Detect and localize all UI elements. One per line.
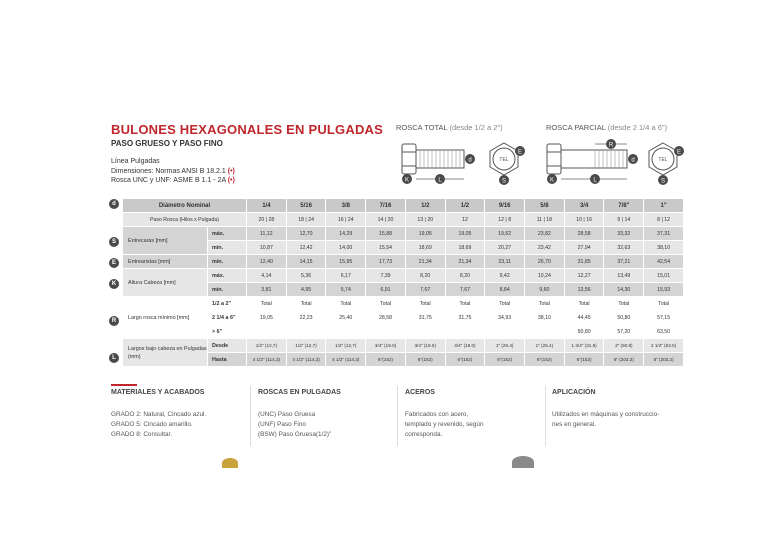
table-cell: 10,24 (525, 269, 565, 283)
bolt-head-shape (402, 144, 416, 174)
badge-s: S (109, 237, 119, 247)
norm-line-1: Línea Pulgadas (111, 158, 160, 165)
table-cell: 12,27 (564, 269, 604, 283)
table-cell: 17,73 (366, 255, 406, 269)
table-cell: 5/16 (286, 199, 326, 213)
table-cell: 7,67 (445, 283, 485, 297)
table-cell: 3/4" (19.0) (445, 339, 485, 353)
table-cell: 18 | 24 (286, 213, 326, 227)
table-cell: Total (326, 297, 366, 311)
svg-text:d: d (468, 157, 472, 164)
badge-col (109, 339, 123, 367)
footer-divider (545, 386, 546, 446)
badge-col (109, 199, 123, 213)
table-cell: 15,54 (366, 241, 406, 255)
table-cell: 15,01 (644, 269, 684, 283)
table-cell (247, 325, 287, 339)
entrearistas-label: Entrearistas [mm] (123, 255, 208, 269)
svg-text:R: R (608, 142, 614, 149)
entrecaras-label: Entrecaras [mm] (123, 227, 208, 255)
aceros-text: Fabricados con acero, templado y revenido, según corresponda. (405, 411, 484, 438)
table-cell (525, 325, 565, 339)
min-label: mín. (208, 283, 247, 297)
table-cell: 12,40 (247, 255, 287, 269)
svg-text:S: S (501, 178, 507, 185)
table-cell: 6,17 (326, 269, 366, 283)
svg-text:E: E (676, 149, 682, 156)
table-cell: 13,49 (604, 269, 644, 283)
table-cell: 31,85 (564, 255, 604, 269)
table-cell: 20,27 (485, 241, 525, 255)
table-cell: 5/8 (525, 199, 565, 213)
table-cell: 8" (203,2) (604, 353, 644, 367)
table-cell: Total (525, 297, 565, 311)
table-cell: 12,42 (286, 241, 326, 255)
table-cell: 27,94 (564, 241, 604, 255)
table-cell (366, 325, 406, 339)
table-cell: 12 (445, 213, 485, 227)
footer-divider (397, 386, 398, 446)
table-cell: 2" (50.8) (604, 339, 644, 353)
table-cell: 6,91 (366, 283, 406, 297)
table-cell (326, 325, 366, 339)
table-cell: 19,62 (485, 227, 525, 241)
table-cell: 8,84 (485, 283, 525, 297)
max-label: máx. (208, 227, 247, 241)
aplicacion-text: Utilizados en máquinas y construccio- nes en general. (552, 411, 660, 428)
table-row (109, 213, 684, 227)
table-cell: 4 1/2" (114,3) (247, 353, 287, 367)
table-cell: Total (564, 297, 604, 311)
table-cell: 7/8" (604, 199, 644, 213)
table-header-row (109, 199, 684, 213)
table-cell: 10,87 (247, 241, 287, 255)
svg-text:TEL: TEL (658, 157, 668, 163)
aplicacion-title: APLICACIÓN (552, 389, 596, 396)
altura-label: Altura Cabeza [mm] (123, 269, 208, 297)
table-cell: 15,95 (326, 255, 366, 269)
table-cell: 6"(152) (564, 353, 604, 367)
spec-table (108, 198, 684, 367)
table-cell: 14,30 (604, 283, 644, 297)
rosca-sub: > 6" (208, 325, 247, 339)
table-cell: 1/2" (12,7) (247, 339, 287, 353)
rosca-total-heading: ROSCA TOTAL (desde 1/2 a 2") (396, 123, 503, 132)
table-cell: 50,80 (564, 325, 604, 339)
table-cell: 23,82 (525, 227, 565, 241)
table-cell: 1" (25.4) (525, 339, 565, 353)
table-cell: 1 3/4" (31.8) (564, 339, 604, 353)
table-cell: 28,58 (366, 311, 406, 325)
table-cell: 34,93 (485, 311, 525, 325)
badge-k: K (109, 279, 119, 289)
table-cell: 9/16 (485, 199, 525, 213)
table-cell: 16 | 24 (326, 213, 366, 227)
materiales-text: GRADO 2: Natural, Cincado azul. GRADO 5: Cincado amarillo. GRADO 8: Consultar. (111, 411, 207, 438)
table-cell: 14,15 (286, 255, 326, 269)
table-cell: 5,36 (286, 269, 326, 283)
roscas-title: ROSCAS EN PULGADAS (258, 389, 341, 396)
aceros-title: ACEROS (405, 389, 435, 396)
table-cell: 28,58 (564, 227, 604, 241)
table-cell: 57,15 (644, 311, 684, 325)
table-cell: 6"(152) (485, 353, 525, 367)
table-cell: 4,14 (247, 269, 287, 283)
badge-col (109, 255, 123, 269)
table-cell: 9,42 (485, 269, 525, 283)
table-cell: 9,60 (525, 283, 565, 297)
table-cell: 18,69 (445, 241, 485, 255)
table-cell: 25,40 (326, 311, 366, 325)
table-cell: 1/2" (12,7) (286, 339, 326, 353)
table-cell: 1" (644, 199, 684, 213)
table-cell: 10 | 16 (564, 213, 604, 227)
table-cell (286, 325, 326, 339)
table-cell: 23,11 (485, 255, 525, 269)
table-cell: 1" (25.4) (485, 339, 525, 353)
table-cell: 1/2 (445, 199, 485, 213)
table-cell: 21,34 (405, 255, 445, 269)
table-row (109, 255, 684, 269)
svg-text:S: S (660, 178, 666, 185)
table-cell: 8" (203,2) (644, 353, 684, 367)
badge-col (109, 227, 123, 255)
svg-text:d: d (631, 157, 635, 164)
accent-bar (111, 384, 137, 386)
table-cell: 1/4 (247, 199, 287, 213)
table-cell: 38,10 (525, 311, 565, 325)
table-cell: 19,05 (405, 227, 445, 241)
bolt-photo-fragment (222, 458, 238, 468)
largo-rosca-label: Largo rosca mínimo [mm] (123, 297, 208, 339)
table-cell: 5,74 (326, 283, 366, 297)
table-cell (445, 325, 485, 339)
table-cell (405, 325, 445, 339)
table-cell: 8 | 12 (644, 213, 684, 227)
table-cell: Total (604, 297, 644, 311)
table-cell: 14 | 20 (366, 213, 406, 227)
badge-e: E (109, 258, 119, 268)
table-cell: 6"(152) (366, 353, 406, 367)
badge-col (109, 213, 123, 227)
table-cell: 3/8 (326, 199, 366, 213)
table-cell: 8,20 (445, 269, 485, 283)
table-cell: 31,75 (405, 311, 445, 325)
norms-block (111, 157, 235, 186)
table-cell: 19,05 (445, 227, 485, 241)
table-cell: 42,54 (644, 255, 684, 269)
table-cell: 11,12 (247, 227, 287, 241)
diam-label: Diámetro Nominal (123, 199, 247, 213)
table-row (109, 297, 684, 311)
rosca-sub: 2 1/4 a 6" (208, 311, 247, 325)
table-cell: 14,29 (326, 227, 366, 241)
svg-text:TEL: TEL (499, 157, 509, 163)
table-cell: 7/16 (366, 199, 406, 213)
badge-col (109, 297, 123, 339)
table-cell: Total (286, 297, 326, 311)
svg-text:K: K (404, 177, 410, 184)
table-row (109, 227, 684, 241)
badge-r: R (109, 316, 119, 326)
roscas-text: (UNC) Paso Gruesa (UNF) Paso Fino (BSW) Paso Gruesa(1/2)" (258, 411, 332, 438)
table-cell: 6"(152) (405, 353, 445, 367)
svg-text:L: L (438, 177, 442, 184)
table-cell: 6"(152) (445, 353, 485, 367)
table-cell: 44,45 (564, 311, 604, 325)
rosca-total-diagram (392, 137, 532, 192)
paso-label: Paso Rosca (Hilos x Pulgada) (123, 213, 247, 227)
table-cell: 15,88 (366, 227, 406, 241)
table-cell: Total (485, 297, 525, 311)
norm-line-3: Rosca UNC y UNF: ASME B 1.1 - 2A (•) (111, 177, 235, 184)
table-cell: Total (644, 297, 684, 311)
hasta-label: Hasta (208, 353, 247, 367)
min-label: mín. (208, 255, 247, 269)
svg-text:K: K (549, 177, 555, 184)
table-cell (485, 325, 525, 339)
table-cell: 2 1/2" (63.5) (644, 339, 684, 353)
footer-divider (250, 386, 251, 446)
table-cell: Total (405, 297, 445, 311)
page-subtitle: PASO GRUESO Y PASO FINO (111, 139, 223, 148)
table-cell: 19,05 (247, 311, 287, 325)
table-cell: 11 | 18 (525, 213, 565, 227)
table-cell: Total (247, 297, 287, 311)
table-cell: 21,34 (445, 255, 485, 269)
table-row (109, 269, 684, 283)
table-cell: 31,75 (445, 311, 485, 325)
materiales-title: MATERIALES Y ACABADOS (111, 389, 205, 396)
table-cell: 32,63 (604, 241, 644, 255)
table-cell: 50,80 (604, 311, 644, 325)
table-cell: 38,10 (644, 241, 684, 255)
rosca-parcial-diagram (541, 137, 691, 192)
table-cell: 37,31 (644, 227, 684, 241)
badge-col (109, 269, 123, 297)
largos-label: Largos bajo cabeza en Pulgadas (mm) (123, 339, 208, 367)
table-cell: 3/4 (564, 199, 604, 213)
desde-label: Desde (208, 339, 247, 353)
table-cell: 22,23 (286, 311, 326, 325)
table-row (109, 339, 684, 353)
table-cell: 13 | 20 (405, 213, 445, 227)
table-cell: 1/2" (12,7) (326, 339, 366, 353)
table-cell: 7,39 (366, 269, 406, 283)
table-cell: 63,50 (644, 325, 684, 339)
table-cell: Total (366, 297, 406, 311)
table-cell: 4 1/2" (114,3) (326, 353, 366, 367)
table-cell: 4 1/2" (114,3) (286, 353, 326, 367)
table-cell: 33,32 (604, 227, 644, 241)
table-cell: 20 | 28 (247, 213, 287, 227)
svg-text:E: E (517, 149, 523, 156)
table-cell: 26,70 (525, 255, 565, 269)
rosca-sub: 1/2 a 2" (208, 297, 247, 311)
table-cell: Total (445, 297, 485, 311)
svg-text:L: L (593, 177, 597, 184)
table-cell: 57,20 (604, 325, 644, 339)
table-cell: 15,93 (644, 283, 684, 297)
table-cell: 14,00 (326, 241, 366, 255)
table-cell: 1/2 (405, 199, 445, 213)
table-cell: 18,69 (405, 241, 445, 255)
table-cell: 3/4" (19.0) (405, 339, 445, 353)
table-cell: 6"(152) (525, 353, 565, 367)
table-cell: 7,67 (405, 283, 445, 297)
table-cell: 9 | 14 (604, 213, 644, 227)
bolt-photo-fragment (512, 456, 534, 468)
max-label: máx. (208, 269, 247, 283)
table-cell: 4,95 (286, 283, 326, 297)
page-title: BULONES HEXAGONALES EN PULGADAS (111, 122, 384, 137)
norm-line-2: Dimensiones: Normas ANSI B 18.2.1 (•) (111, 167, 235, 175)
min-label: mín. (208, 241, 247, 255)
table-cell: 12 | 8 (485, 213, 525, 227)
table-cell: 37,21 (604, 255, 644, 269)
table-cell: 3/4" (19.0) (366, 339, 406, 353)
badge-d: d (109, 199, 119, 209)
table-cell: 12,70 (286, 227, 326, 241)
badge-l: L (109, 353, 119, 363)
rosca-parcial-heading: ROSCA PARCIAL (desde 2 1/4 a 6") (546, 123, 668, 132)
table-cell: 8,20 (405, 269, 445, 283)
table-cell: 3,81 (247, 283, 287, 297)
table-cell: 13,56 (564, 283, 604, 297)
table-cell: 23,42 (525, 241, 565, 255)
